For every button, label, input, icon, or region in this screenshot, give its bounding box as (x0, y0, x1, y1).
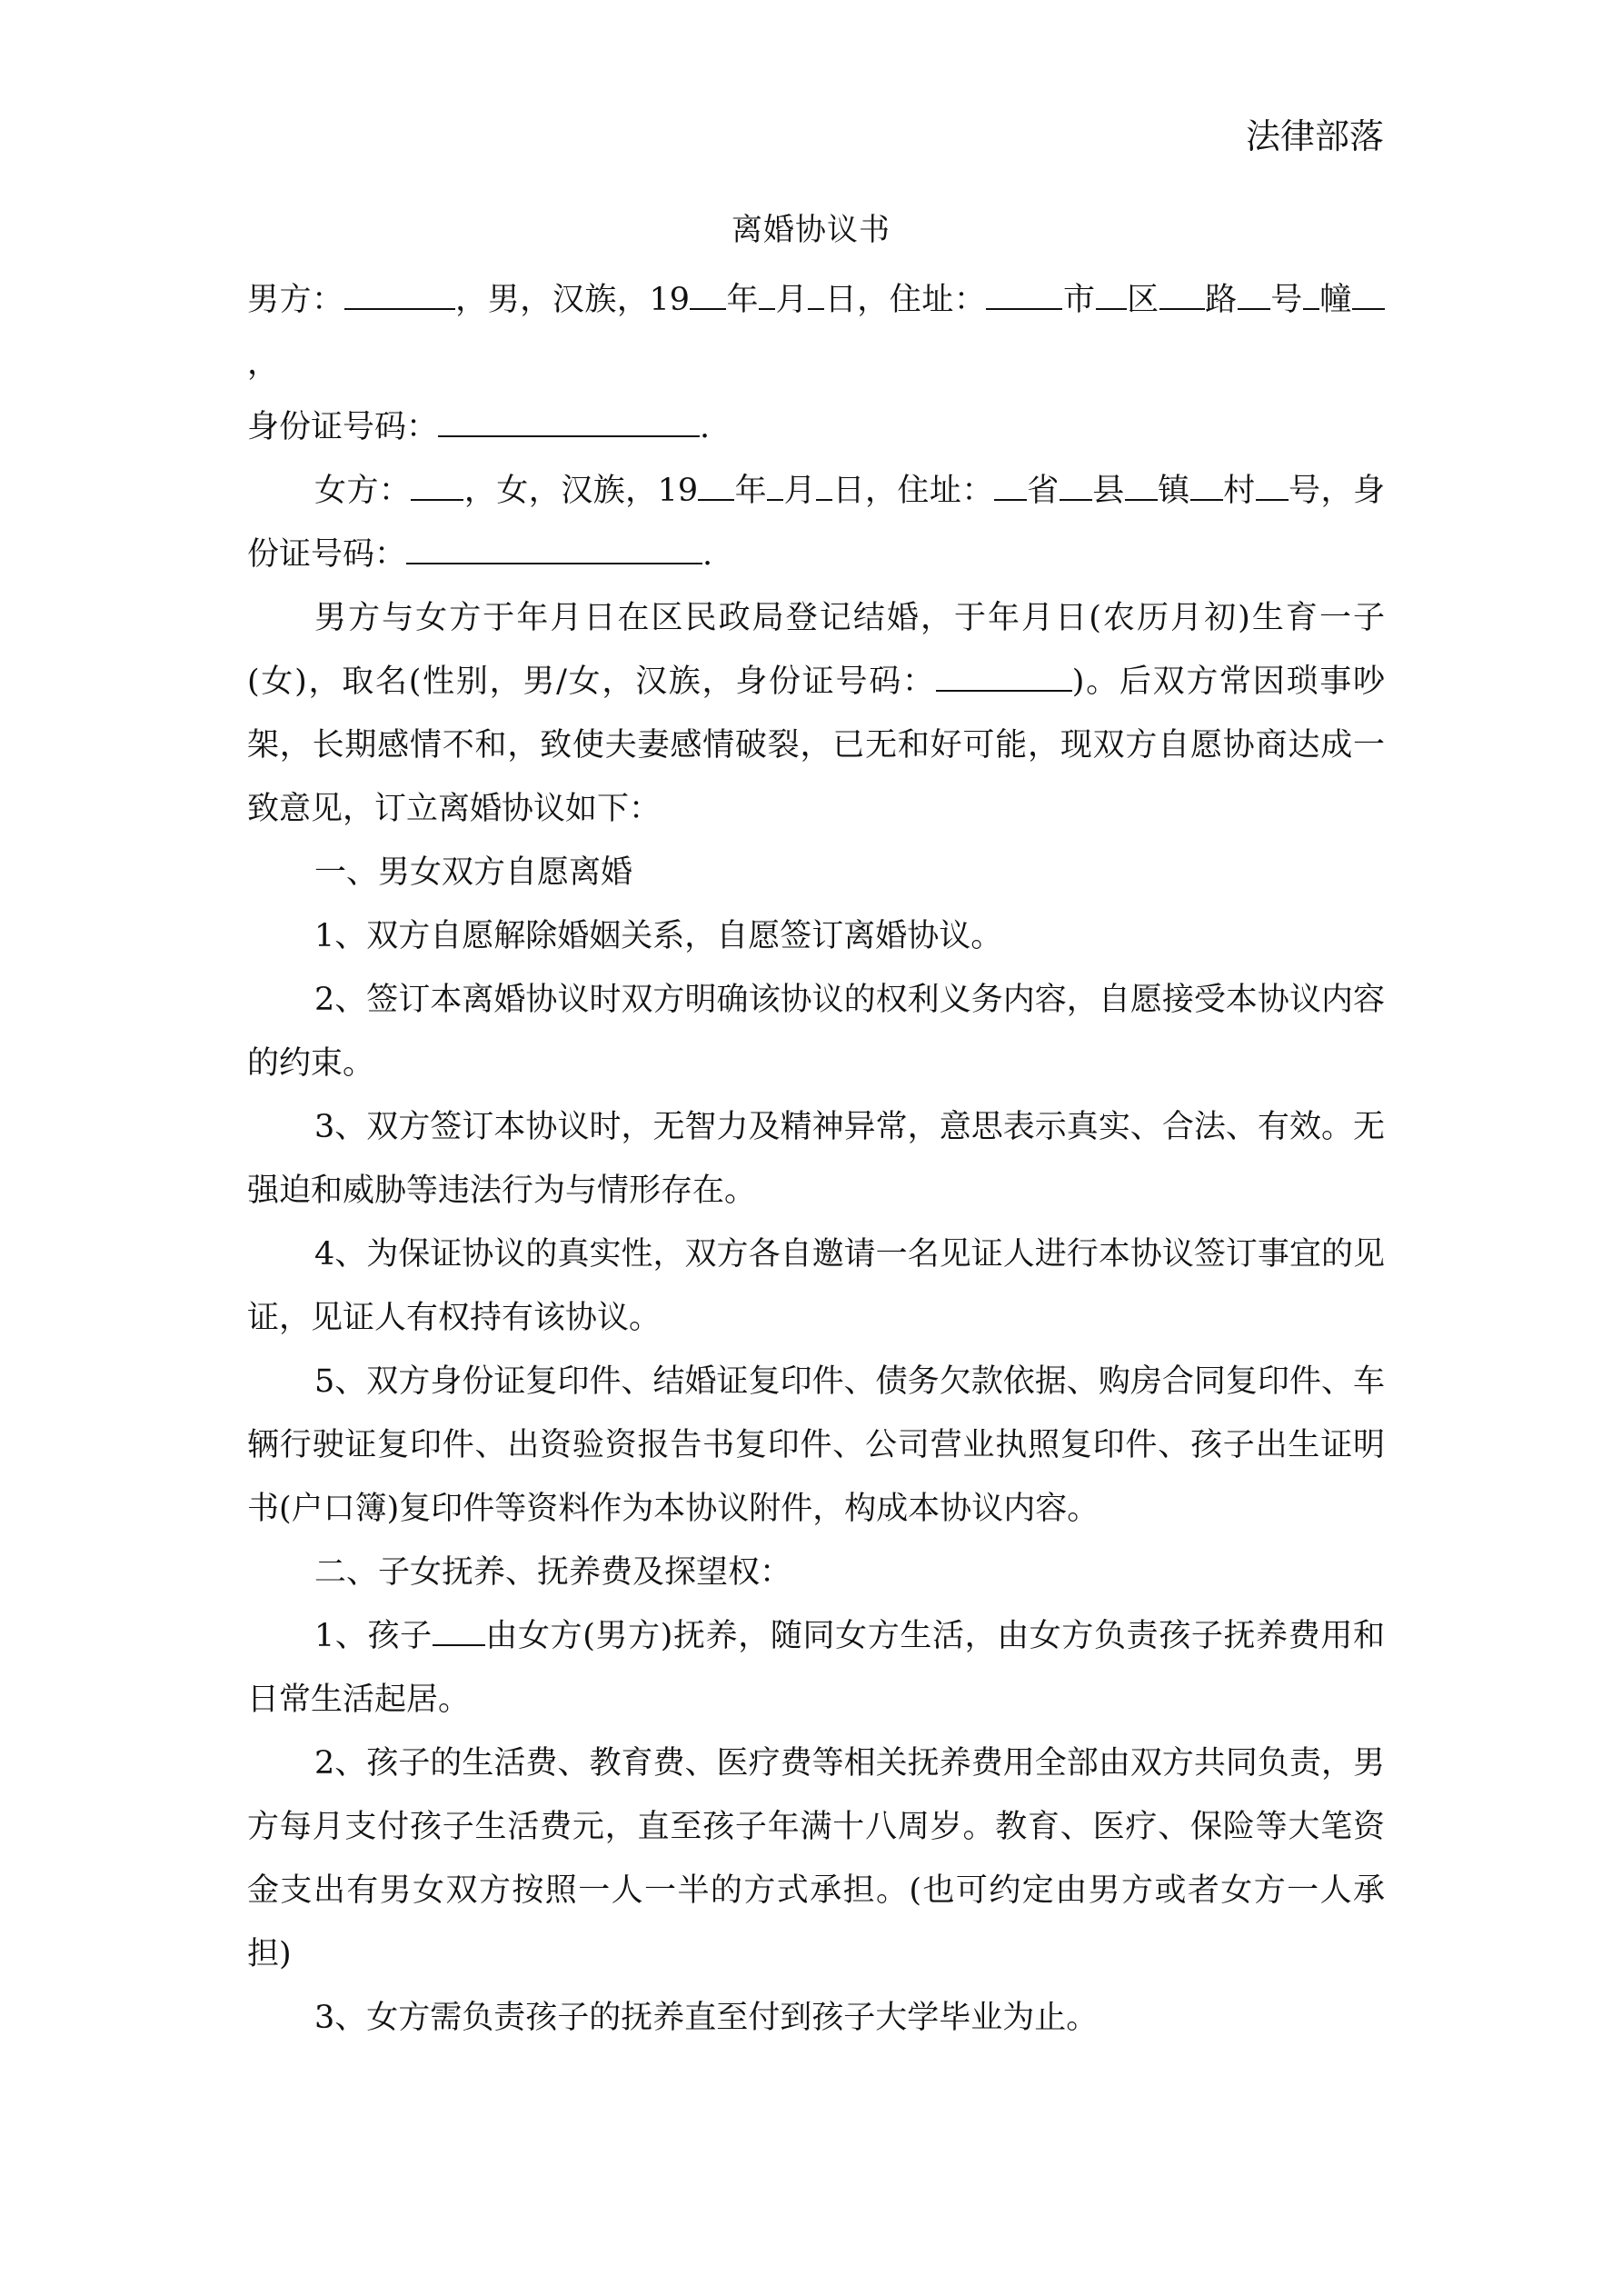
female-town-text: 镇 (1157, 473, 1190, 509)
female-info-text: ，女，汉族，19 (463, 473, 699, 509)
section-2-item-3: 3、女方需负责孩子的抚养直至付到孩子大学毕业为止。 (314, 2000, 1099, 2036)
male-number-blank (1238, 277, 1270, 310)
intro-paragraph (247, 586, 1385, 841)
male-road-text: 路 (1204, 282, 1238, 318)
female-name-blank (411, 468, 463, 501)
female-party-info (247, 459, 1385, 586)
male-district-blank (1096, 277, 1127, 310)
section-1-item-5: 5、双方身份证复印件、结婚证复印件、债务欠款依据、购房合同复印件、车辆行驶证复印件、出资验资报告书复印件、公司营业执照复印件、孩子出生证明书(户口簿)复印件等资料作为本协议附件，构成本协议内容。 (247, 1363, 1385, 1527)
male-city-text: 市 (1062, 282, 1096, 318)
male-party-info (247, 268, 1385, 395)
male-day-blank (808, 277, 824, 310)
female-county-blank (1060, 468, 1092, 501)
female-month-text: 月 (783, 473, 817, 509)
male-road-blank (1159, 277, 1205, 310)
section-2-item-1 (247, 1604, 1385, 1732)
female-number-text: 号，身份证号码： (247, 473, 1385, 573)
male-city-blank (986, 277, 1062, 310)
female-month-blank (767, 468, 783, 501)
male-end-text: ， (247, 345, 280, 382)
male-year-text: 年 (725, 282, 760, 318)
female-village-text: 村 (1222, 473, 1256, 509)
male-label: 男方： (247, 282, 344, 318)
section-1-item-2: 2、签订本离婚协议时双方明确该协议的权利义务内容，自愿接受本协议内容的约束。 (247, 982, 1385, 1082)
female-year-text: 年 (734, 473, 768, 509)
female-county-text: 县 (1091, 473, 1125, 509)
female-day-blank (816, 468, 832, 501)
section-2-item-2: 2、孩子的生活费、教育费、医疗费等相关抚养费用全部由双方共同负责，男方每月支付孩子生活费元，直至孩子年满十八周岁。教育、医疗、保险等大笔资金支出有男女双方按照一人一半的方式承担。(也可约定由男方或者女方一人承担) (247, 1745, 1385, 1972)
female-year-blank (698, 468, 734, 501)
male-id-blank (438, 404, 700, 437)
section-1-heading: 一、男女双方自愿离婚 (314, 854, 633, 891)
female-day-text: 日，住址： (832, 473, 994, 509)
male-name-blank (344, 277, 455, 310)
male-day-text: 日，住址： (824, 282, 987, 318)
male-id-end: . (700, 409, 711, 445)
brand-header: 法律部落 (1245, 116, 1384, 156)
female-label: 女方： (314, 473, 412, 509)
male-month-text: 月 (775, 282, 809, 318)
male-id-label: 身份证号码： (247, 409, 439, 445)
female-village-blank (1190, 468, 1223, 501)
child-name-blank (433, 1613, 485, 1646)
section-1-item-3: 3、双方签订本协议时，无智力及精神异常，意思表示真实、合法、有效。无强迫和威胁等违法行为与情形存在。 (247, 1109, 1385, 1209)
male-building-blank (1303, 277, 1319, 310)
female-province-text: 省 (1026, 473, 1060, 509)
s2-item1-text-b: 由女方(男方)抚养，随同女方生活，由女方负责孩子抚养费用和日常生活起居。 (247, 1618, 1385, 1718)
male-month-blank (759, 277, 775, 310)
section-1-item-4: 4、为保证协议的真实性，双方各自邀请一名见证人进行本协议签订事宜的见证，见证人有权持有该协议。 (247, 1236, 1385, 1336)
document-title: 离婚协议书 (731, 212, 891, 248)
document-body (247, 268, 1385, 2050)
female-number-blank (1256, 468, 1289, 501)
section-1-item-1: 1、双方自愿解除婚姻关系，自愿签订离婚协议。 (314, 918, 1003, 954)
intro-text-2: )。后双方常因琐事吵架，长期感情不和，致使夫妻感情破裂，已无和好可能，现双方自愿协商达成一致意见，订立离婚协议如下： (247, 664, 1386, 827)
male-district-text: 区 (1126, 282, 1159, 318)
female-province-blank (994, 468, 1027, 501)
male-id-line (247, 395, 1385, 459)
male-number-text: 号 (1269, 282, 1303, 318)
child-id-blank (936, 659, 1072, 692)
female-id-end: . (702, 536, 713, 573)
section-2-heading: 二、子女抚养、抚养费及探望权： (314, 1554, 792, 1591)
male-building-text: 幢 (1318, 282, 1352, 318)
female-town-blank (1125, 468, 1158, 501)
male-info-text: ，男，汉族，19 (454, 282, 690, 318)
female-id-blank (406, 532, 702, 564)
male-year-blank (690, 277, 726, 310)
intro-text-1: 男方与女方于年月日在区民政局登记结婚，于年月日(农历月初)生育一子(女)，取名(性别，男/女，汉族，身份证号码： (247, 600, 1385, 700)
male-building-no-blank (1352, 277, 1385, 310)
s2-item1-text-a: 1、孩子 (314, 1618, 433, 1654)
